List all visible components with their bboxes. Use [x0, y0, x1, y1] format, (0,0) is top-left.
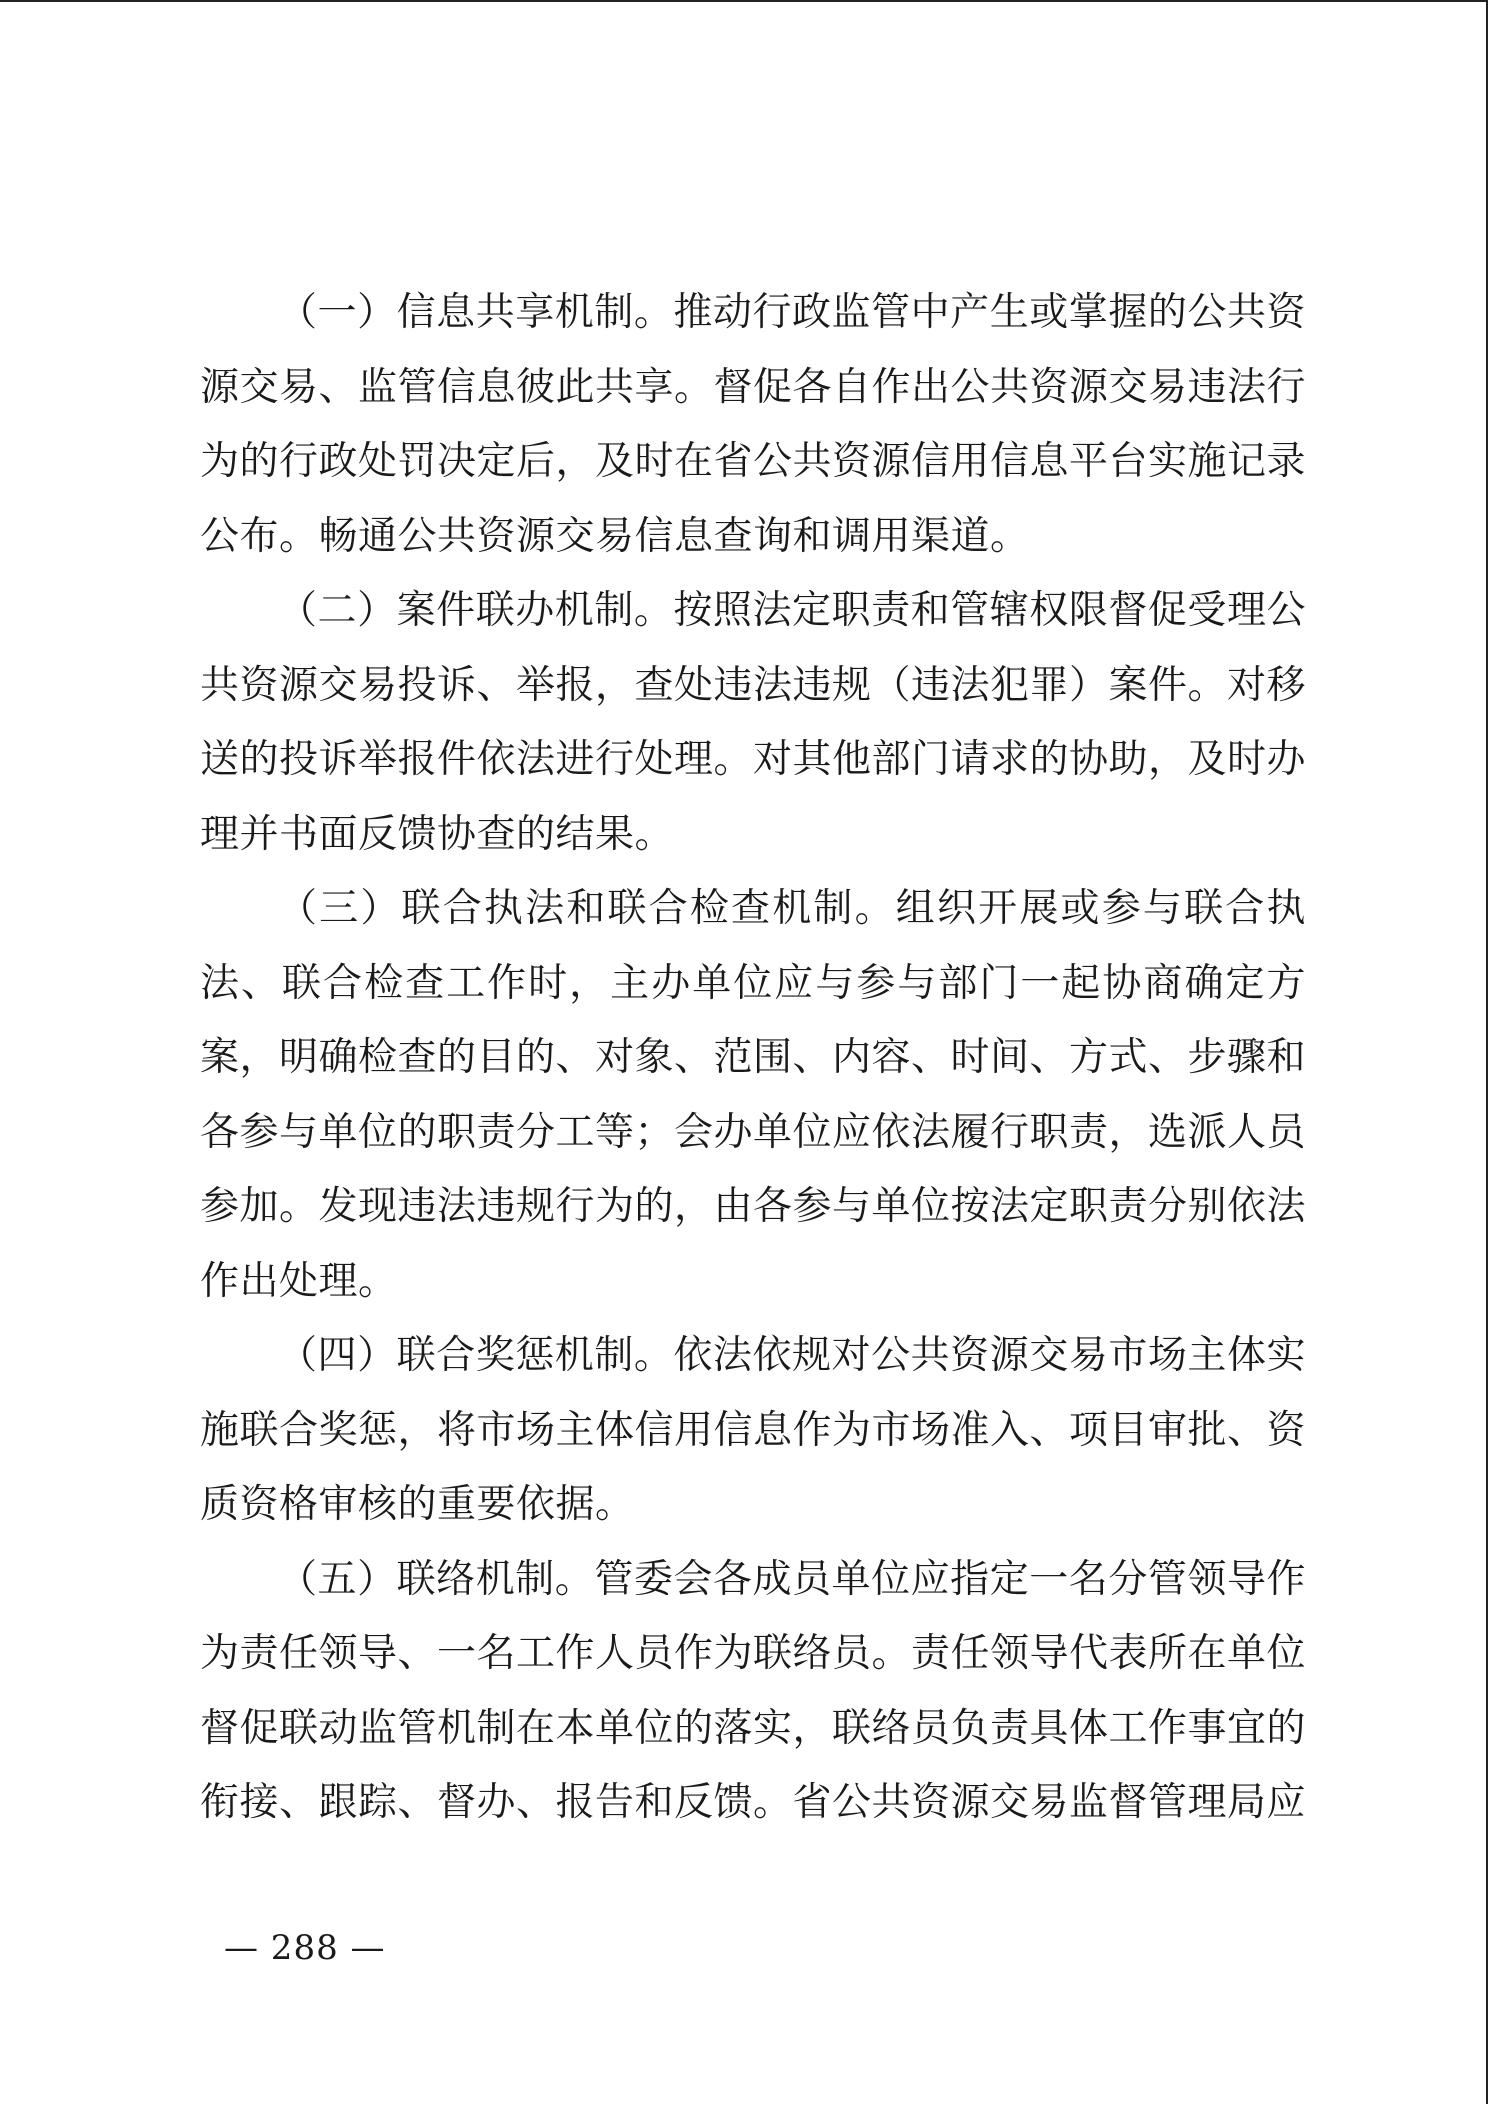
paragraph-joint-enforcement: （三）联合执法和联合检查机制。组织开展或参与联合执法、联合检查工作时，主办单位应与参与部门一起协商确定方案，明确检查的目的、对象、范围、内容、时间、方式、步骤和各参与单位的职责分工等；会办单位应依法履行职责，选派人员参加。发现违法违规行为的，由各参与单位按法定职责分别依法作出处理。 [200, 886, 1307, 1304]
paragraph-joint-rewards-penalties: （四）联合奖惩机制。依法依规对公共资源交易市场主体实施联合奖惩，将市场主体信用信息作为市场准入、项目审批、资质资格审核的重要依据。 [200, 1333, 1307, 1527]
paragraph-liaison-mechanism: （五）联络机制。管委会各成员单位应指定一名分管领导作为责任领导、一名工作人员作为联络员。责任领导代表所在单位督促联动监管机制在本单位的落实，联络员负责具体工作事宜的衔接、跟踪、督办、报告和反馈。省公共资源交易监督管理局应 [200, 1556, 1307, 1825]
paragraph-information-sharing: （一）信息共享机制。推动行政监管中产生或掌握的公共资源交易、监管信息彼此共享。督促各自作出公共资源交易违法行为的行政处罚决定后，及时在省公共资源信用信息平台实施记录公布。畅通公共资源交易信息查询和调用渠道。 [200, 290, 1307, 559]
document-body [200, 276, 1306, 1841]
page-number: — 288 — [224, 1928, 386, 1968]
paragraph-case-joint-handling: （二）案件联办机制。按照法定职责和管辖权限督促受理公共资源交易投诉、举报，查处违法违规（违法犯罪）案件。对移送的投诉举报件依法进行处理。对其他部门请求的协助，及时办理并书面反馈协查的结果。 [200, 588, 1307, 857]
